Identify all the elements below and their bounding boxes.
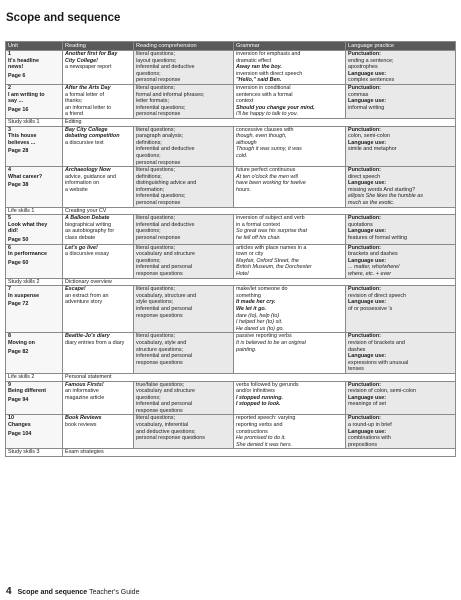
language-practice-cell-line: informal writing: [348, 104, 385, 111]
comprehension-line: inferential and personal: [136, 305, 193, 312]
grammar-cell-line: I'll be happy to talk to you.: [236, 111, 299, 118]
grammar-cell-line: inversion for emphasis and: [236, 51, 301, 57]
reading-cell-line: After the Arts Day: [65, 84, 111, 91]
reading-cell-line: an extract from an: [65, 292, 109, 299]
unit-title: It's headline: [8, 57, 39, 64]
language-practice-cell-line: tenses: [348, 366, 364, 373]
grammar-cell: [234, 215, 346, 244]
unit-row: [6, 244, 456, 278]
reading-cell-line: as autobiography for: [65, 228, 115, 235]
grammar-cell-line: I stopped to look.: [236, 401, 281, 408]
reading-cell-line: an informal letter to: [65, 104, 112, 111]
reading-cell-line: Bay City College: [65, 126, 108, 133]
grammar-cell-line: Should you change your mind,: [236, 104, 315, 111]
unit-row: [6, 381, 456, 415]
unit-number: 4: [8, 167, 11, 174]
comprehension-line: literal questions;: [136, 415, 175, 422]
unit-number: 8: [8, 333, 11, 340]
reading-cell-line: advice, guidance and: [65, 173, 116, 180]
language-practice-cell-line: much as the exotic.: [348, 200, 395, 207]
language-practice-cell-line: Punctuation:: [348, 126, 381, 133]
unit-page: Page 94: [8, 396, 29, 403]
language-practice-cell-line: expressions with unusual: [348, 359, 409, 366]
reading-cell: [63, 126, 134, 167]
unit-row: [6, 286, 456, 333]
skills-row: [6, 449, 456, 457]
header-reading-comprehension: Reading comprehension: [134, 42, 234, 51]
comprehension-cell: [134, 51, 234, 85]
language-practice-cell: [346, 167, 456, 208]
unit-row: [6, 51, 456, 85]
language-practice-cell: [346, 286, 456, 333]
language-practice-cell-line: Language use:: [348, 228, 387, 235]
unit-title: Moving on: [8, 339, 35, 346]
comprehension-line: style questions;: [136, 299, 174, 306]
comprehension-line: layout questions;: [136, 57, 177, 64]
language-practice-cell: [346, 415, 456, 449]
comprehension-cell: [134, 167, 234, 208]
grammar-cell: [234, 381, 346, 415]
language-practice-cell-line: brackets and dashes: [348, 251, 398, 258]
unit-cell: [6, 244, 63, 278]
header-language-practice: Language practice: [346, 42, 456, 51]
comprehension-line: questions;: [136, 70, 161, 77]
comprehension-line: formal and informal phrases;: [136, 91, 205, 98]
comprehension-line: inferential questions;: [136, 193, 186, 200]
language-practice-cell-line: revision of brackets and: [348, 339, 405, 346]
comprehension-line: response questions: [136, 407, 183, 414]
language-practice-cell-line: revision of colon, semi-colon: [348, 388, 417, 395]
comprehension-line: response questions: [136, 312, 183, 319]
reading-cell-line: magazine article: [65, 394, 105, 401]
grammar-cell-line: painting.: [236, 346, 257, 353]
unit-page: Page 16: [8, 106, 29, 113]
comprehension-cell: [134, 286, 234, 333]
reading-cell: [63, 167, 134, 208]
grammar-cell-line: British Museum, the Dorchester: [236, 264, 312, 271]
reading-cell-line: biographical writing: [65, 221, 112, 228]
comprehension-line: vocabulary, inferential: [136, 422, 189, 429]
language-practice-cell-line: Language use:: [348, 299, 387, 306]
language-practice-cell-line: commas: [348, 91, 369, 98]
grammar-cell-line: It is believed to be an original: [236, 339, 306, 346]
reading-cell-line: a discursive essay: [65, 251, 110, 258]
grammar-cell-line: although: [236, 139, 257, 146]
unit-row: [6, 333, 456, 374]
grammar-cell-line: have been working for twelve: [236, 180, 306, 187]
comprehension-line: vocabulary, structure and: [136, 292, 197, 299]
reading-cell: [63, 381, 134, 415]
grammar-cell-line: context: [236, 98, 254, 105]
unit-cell: [6, 215, 63, 244]
reading-cell: [63, 333, 134, 374]
unit-number: 5: [8, 215, 11, 222]
grammar-cell: [234, 167, 346, 208]
skills-label: Study skills 2: [6, 278, 63, 286]
unit-row: [6, 215, 456, 244]
grammar-cell-line: passive reporting verbs: [236, 333, 292, 340]
language-practice-cell-line: Language use:: [348, 394, 387, 401]
comprehension-line: questions;: [136, 394, 161, 401]
unit-title: This house: [8, 133, 37, 140]
page-number: 4: [6, 586, 12, 597]
comprehension-line: personal response: [136, 200, 181, 207]
reading-cell-line: a friend: [65, 111, 83, 118]
language-practice-cell-line: Language use:: [348, 353, 387, 360]
reading-cell-line: adventure story: [65, 299, 103, 306]
comprehension-line: literal questions;: [136, 126, 175, 133]
unit-row: [6, 415, 456, 449]
unit-page: Page 72: [8, 301, 29, 308]
grammar-cell-line: future perfect continuous: [236, 167, 296, 174]
language-practice-cell-line: Punctuation:: [348, 215, 381, 222]
language-practice-cell-line: quotations: [348, 221, 373, 228]
comprehension-cell: [134, 215, 234, 244]
unit-page: Page 28: [8, 148, 29, 155]
reading-cell-line: Escape!: [65, 286, 86, 293]
skills-label: Study skills 3: [6, 449, 63, 457]
unit-page: Page 6: [8, 72, 26, 79]
reading-cell: [63, 415, 134, 449]
reading-cell: [63, 51, 134, 85]
skills-topic: Dictionary overview: [63, 278, 456, 286]
reading-cell-line: a newspaper report: [65, 64, 112, 71]
language-practice-cell-line: apostrophes: [348, 64, 378, 71]
unit-page: Page 50: [8, 237, 29, 244]
language-practice-cell-line: Language use:: [348, 70, 387, 77]
grammar-cell-line: "Hello," said Ben.: [236, 77, 282, 84]
language-practice-cell-line: complex sentences: [348, 77, 395, 84]
reading-cell-line: a formal letter of: [65, 91, 104, 98]
skills-topic: Creating your CV: [63, 207, 456, 215]
skills-row: [6, 207, 456, 215]
language-practice-cell-line: Language use:: [348, 180, 387, 187]
reading-cell-line: information on: [65, 180, 100, 187]
grammar-cell-line: in a formal context: [236, 221, 281, 228]
language-practice-cell-line: simile and metaphor: [348, 146, 397, 153]
language-practice-cell-line: where, etc. + ever: [348, 271, 391, 277]
unit-title: believes ...: [8, 139, 36, 146]
language-practice-cell-line: Language use:: [348, 139, 387, 146]
header-unit: Unit: [6, 42, 63, 51]
skills-topic: Editing: [63, 118, 456, 126]
grammar-cell: [234, 415, 346, 449]
reading-cell-line: diary entries from a diary: [65, 339, 125, 346]
header-reading: Reading: [63, 42, 134, 51]
grammar-cell: [234, 51, 346, 85]
skills-topic: Personal statement: [63, 373, 456, 381]
grammar-cell-line: reported speech: varying: [236, 415, 296, 422]
language-practice-cell: [346, 381, 456, 415]
unit-page: Page 82: [8, 348, 29, 355]
comprehension-cell: [134, 84, 234, 118]
grammar-cell-line: Hotel: [236, 271, 249, 277]
grammar-cell-line: though, even though,: [236, 133, 287, 140]
language-practice-cell: [346, 244, 456, 278]
comprehension-line: inferential and personal: [136, 264, 193, 271]
comprehension-line: distinguishing advice and: [136, 180, 197, 187]
comprehension-line: paragraph analysis;: [136, 133, 184, 140]
comprehension-line: letter formats;: [136, 98, 169, 105]
reading-cell-line: City College!: [65, 57, 98, 64]
comprehension-line: response questions: [136, 359, 183, 366]
unit-title: Being different: [8, 388, 47, 395]
comprehension-line: literal questions;: [136, 244, 175, 251]
unit-title: say ...: [8, 98, 23, 105]
language-practice-cell-line: Punctuation:: [348, 84, 381, 91]
reading-cell: [63, 215, 134, 244]
language-practice-cell-line: Punctuation:: [348, 381, 381, 388]
scope-sequence-table: [5, 41, 456, 457]
unit-title: What career?: [8, 173, 43, 180]
reading-cell-line: debating competition: [65, 133, 120, 140]
grammar-cell: [234, 244, 346, 278]
grammar-cell-line: concessive clauses with: [236, 126, 294, 133]
comprehension-line: inferential questions;: [136, 104, 186, 111]
language-practice-cell-line: ending a sentence;: [348, 57, 394, 64]
comprehension-line: personal response questions: [136, 435, 205, 442]
skills-label: Life skills 2: [6, 373, 63, 381]
reading-cell-line: a discursive text: [65, 139, 104, 146]
comprehension-cell: [134, 381, 234, 415]
unit-number: 3: [8, 126, 11, 133]
grammar-cell-line: He dared us (to) go.: [236, 325, 284, 332]
unit-title: In suspense: [8, 292, 40, 299]
comprehension-line: personal response: [136, 235, 181, 242]
grammar-cell-line: sentences with a formal: [236, 91, 293, 98]
reading-cell-line: book reviews: [65, 422, 97, 429]
language-practice-cell: [346, 215, 456, 244]
grammar-cell-line: I helped her (to) sit.: [236, 319, 283, 326]
grammar-cell-line: articles with place names in a: [236, 244, 307, 251]
comprehension-line: inferential and personal: [136, 353, 193, 360]
comprehension-line: inferential and deductive: [136, 64, 195, 71]
skills-label: Study skills 1: [6, 118, 63, 126]
grammar-cell-line: Mayfair, Oxford Street, the: [236, 257, 299, 264]
comprehension-line: inferential and deductive: [136, 146, 195, 153]
comprehension-line: vocabulary and structure: [136, 388, 196, 395]
unit-title: did!: [8, 228, 18, 235]
footer-book: Teacher's Guide: [89, 589, 140, 596]
unit-number: 2: [8, 84, 11, 91]
grammar-cell-line: make/let someone do: [236, 286, 288, 293]
grammar-cell-line: town or city: [236, 251, 264, 258]
unit-page: Page 60: [8, 259, 29, 266]
grammar-cell-line: It made her cry.: [236, 299, 276, 306]
skills-label: Life skills 1: [6, 207, 63, 215]
reading-cell: [63, 286, 134, 333]
comprehension-line: response questions: [136, 271, 183, 277]
language-practice-cell-line: direct speech: [348, 173, 381, 180]
language-practice-cell-line: Language use:: [348, 257, 387, 264]
language-practice-cell-line: Punctuation:: [348, 415, 381, 422]
comprehension-cell: [134, 244, 234, 278]
grammar-cell-line: hours.: [236, 186, 251, 193]
unit-row: [6, 167, 456, 208]
language-practice-cell-line: colon, semi-colon: [348, 133, 390, 140]
grammar-cell-line: dare (to), help (to): [236, 312, 280, 319]
reading-cell-line: Beattie-Jo's diary: [65, 333, 110, 340]
unit-row: [6, 126, 456, 167]
grammar-cell-line: constructions: [236, 428, 268, 435]
comprehension-line: true/false questions;: [136, 381, 185, 388]
comprehension-line: definitions;: [136, 173, 162, 180]
comprehension-line: vocabulary and structure: [136, 251, 196, 258]
unit-cell: [6, 84, 63, 118]
comprehension-line: questions;: [136, 152, 161, 159]
grammar-cell-line: inversion in conditional: [236, 84, 291, 91]
language-practice-cell: [346, 126, 456, 167]
language-practice-cell-line: Language use:: [348, 98, 387, 105]
language-practice-cell-line: ... matter, who/where/: [348, 264, 400, 271]
comprehension-line: vocabulary, style and: [136, 339, 187, 346]
grammar-cell-line: Away ran the boy.: [236, 64, 282, 71]
reading-cell-line: class debate: [65, 235, 96, 242]
unit-page: Page 104: [8, 430, 32, 437]
language-practice-cell-line: revision of direct speech: [348, 292, 407, 299]
grammar-cell: [234, 126, 346, 167]
language-practice-cell: [346, 84, 456, 118]
language-practice-cell-line: Punctuation:: [348, 51, 381, 57]
unit-title: I am writing to: [8, 91, 45, 98]
grammar-cell-line: She denied it was hers.: [236, 441, 293, 448]
unit-cell: [6, 286, 63, 333]
grammar-cell-line: dramatic effect: [236, 57, 272, 64]
unit-row: [6, 84, 456, 118]
skills-row: [6, 278, 456, 286]
unit-title: news!: [8, 64, 24, 71]
comprehension-line: questions;: [136, 228, 161, 235]
reading-cell: [63, 244, 134, 278]
comprehension-line: questions;: [136, 257, 161, 264]
comprehension-line: literal questions;: [136, 167, 175, 174]
unit-number: 1: [8, 51, 11, 57]
comprehension-line: personal response: [136, 159, 181, 166]
unit-cell: [6, 126, 63, 167]
grammar-cell-line: verbs followed by gerunds: [236, 381, 299, 388]
language-practice-cell: [346, 333, 456, 374]
grammar-cell-line: At ten o'clock the men will: [236, 173, 298, 180]
unit-number: 9: [8, 381, 11, 388]
comprehension-line: literal questions;: [136, 84, 175, 91]
language-practice-cell-line: Language use:: [348, 428, 387, 435]
unit-cell: [6, 415, 63, 449]
grammar-cell-line: inversion of subject and verb: [236, 215, 305, 222]
unit-cell: [6, 381, 63, 415]
reading-cell: [63, 84, 134, 118]
unit-number: 7: [8, 286, 11, 293]
language-practice-cell-line: missing words And starting?: [348, 186, 416, 193]
language-practice-cell-line: meanings of set: [348, 401, 387, 408]
comprehension-line: definitions;: [136, 139, 162, 146]
grammar-cell-line: something: [236, 292, 261, 299]
unit-number: 6: [8, 244, 11, 251]
language-practice-cell-line: ellipsis She likes the humble as: [348, 193, 423, 200]
grammar-cell-line: and/or infinitives: [236, 388, 275, 395]
comprehension-line: inferential and personal: [136, 401, 193, 408]
reading-cell-line: a website: [65, 186, 88, 193]
comprehension-line: literal questions;: [136, 215, 175, 222]
unit-title: Look what they: [8, 221, 48, 228]
language-practice-cell-line: Punctuation:: [348, 333, 381, 340]
language-practice-cell-line: Punctuation:: [348, 167, 381, 174]
language-practice-cell-line: combinations with: [348, 435, 391, 442]
language-practice-cell-line: prepositions: [348, 441, 378, 448]
reading-cell-line: an informative: [65, 388, 99, 395]
language-practice-cell: [346, 51, 456, 85]
grammar-cell-line: reporting verbs and: [236, 422, 283, 429]
page-footer: [6, 586, 139, 597]
reading-cell-line: Archaeology Now: [65, 167, 111, 174]
unit-title: Changes: [8, 422, 31, 429]
comprehension-cell: [134, 415, 234, 449]
grammar-cell: [234, 333, 346, 374]
grammar-cell-line: Though it was sunny, it was: [236, 146, 302, 153]
reading-cell-line: Let's go live!: [65, 244, 98, 251]
table-header-row: [6, 42, 456, 51]
language-practice-cell-line: Punctuation:: [348, 286, 381, 293]
reading-cell-line: thanks;: [65, 98, 83, 105]
language-practice-cell-line: a round-up in brief: [348, 422, 392, 429]
skills-row: [6, 373, 456, 381]
grammar-cell-line: cold.: [236, 152, 248, 159]
unit-number: 10: [8, 415, 14, 422]
reading-cell-line: Book Reviews: [65, 415, 102, 422]
unit-page: Page 38: [8, 182, 29, 189]
grammar-cell-line: We let it go.: [236, 305, 267, 312]
comprehension-line: literal questions;: [136, 333, 175, 340]
comprehension-line: information;: [136, 186, 165, 193]
reading-cell-line: Another first for Bay: [65, 51, 118, 57]
page-title: Scope and sequence: [6, 12, 121, 24]
comprehension-line: literal questions;: [136, 286, 175, 293]
header-grammar: Grammar: [234, 42, 346, 51]
language-practice-cell-line: of or possessive 's: [348, 305, 393, 312]
comprehension-line: inferential and deductive: [136, 221, 195, 228]
footer-section: Scope and sequence: [17, 589, 88, 596]
comprehension-cell: [134, 126, 234, 167]
unit-cell: [6, 167, 63, 208]
grammar-cell: [234, 286, 346, 333]
comprehension-line: and deductive questions;: [136, 428, 196, 435]
comprehension-cell: [134, 333, 234, 374]
language-practice-cell-line: features of formal writing: [348, 235, 408, 242]
comprehension-line: personal response: [136, 77, 181, 84]
grammar-cell-line: he fell off his chair.: [236, 235, 281, 242]
grammar-cell-line: So great was his surprise that: [236, 228, 308, 235]
skills-topic: Exam strategies: [63, 449, 456, 457]
unit-cell: [6, 333, 63, 374]
unit-title: In performance: [8, 251, 47, 258]
grammar-cell-line: He promised to do it.: [236, 435, 286, 442]
skills-row: [6, 118, 456, 126]
grammar-cell-line: I stopped running.: [236, 394, 284, 401]
comprehension-line: personal response: [136, 111, 181, 118]
reading-cell-line: A Balloon Debate: [65, 215, 110, 222]
language-practice-cell-line: Punctuation:: [348, 244, 381, 251]
comprehension-line: structure questions;: [136, 346, 184, 353]
comprehension-line: literal questions;: [136, 51, 175, 57]
grammar-cell: [234, 84, 346, 118]
grammar-cell-line: inversion with direct speech: [236, 70, 303, 77]
unit-cell: [6, 51, 63, 85]
language-practice-cell-line: dashes: [348, 346, 366, 353]
reading-cell-line: Famous Firsts!: [65, 381, 104, 388]
